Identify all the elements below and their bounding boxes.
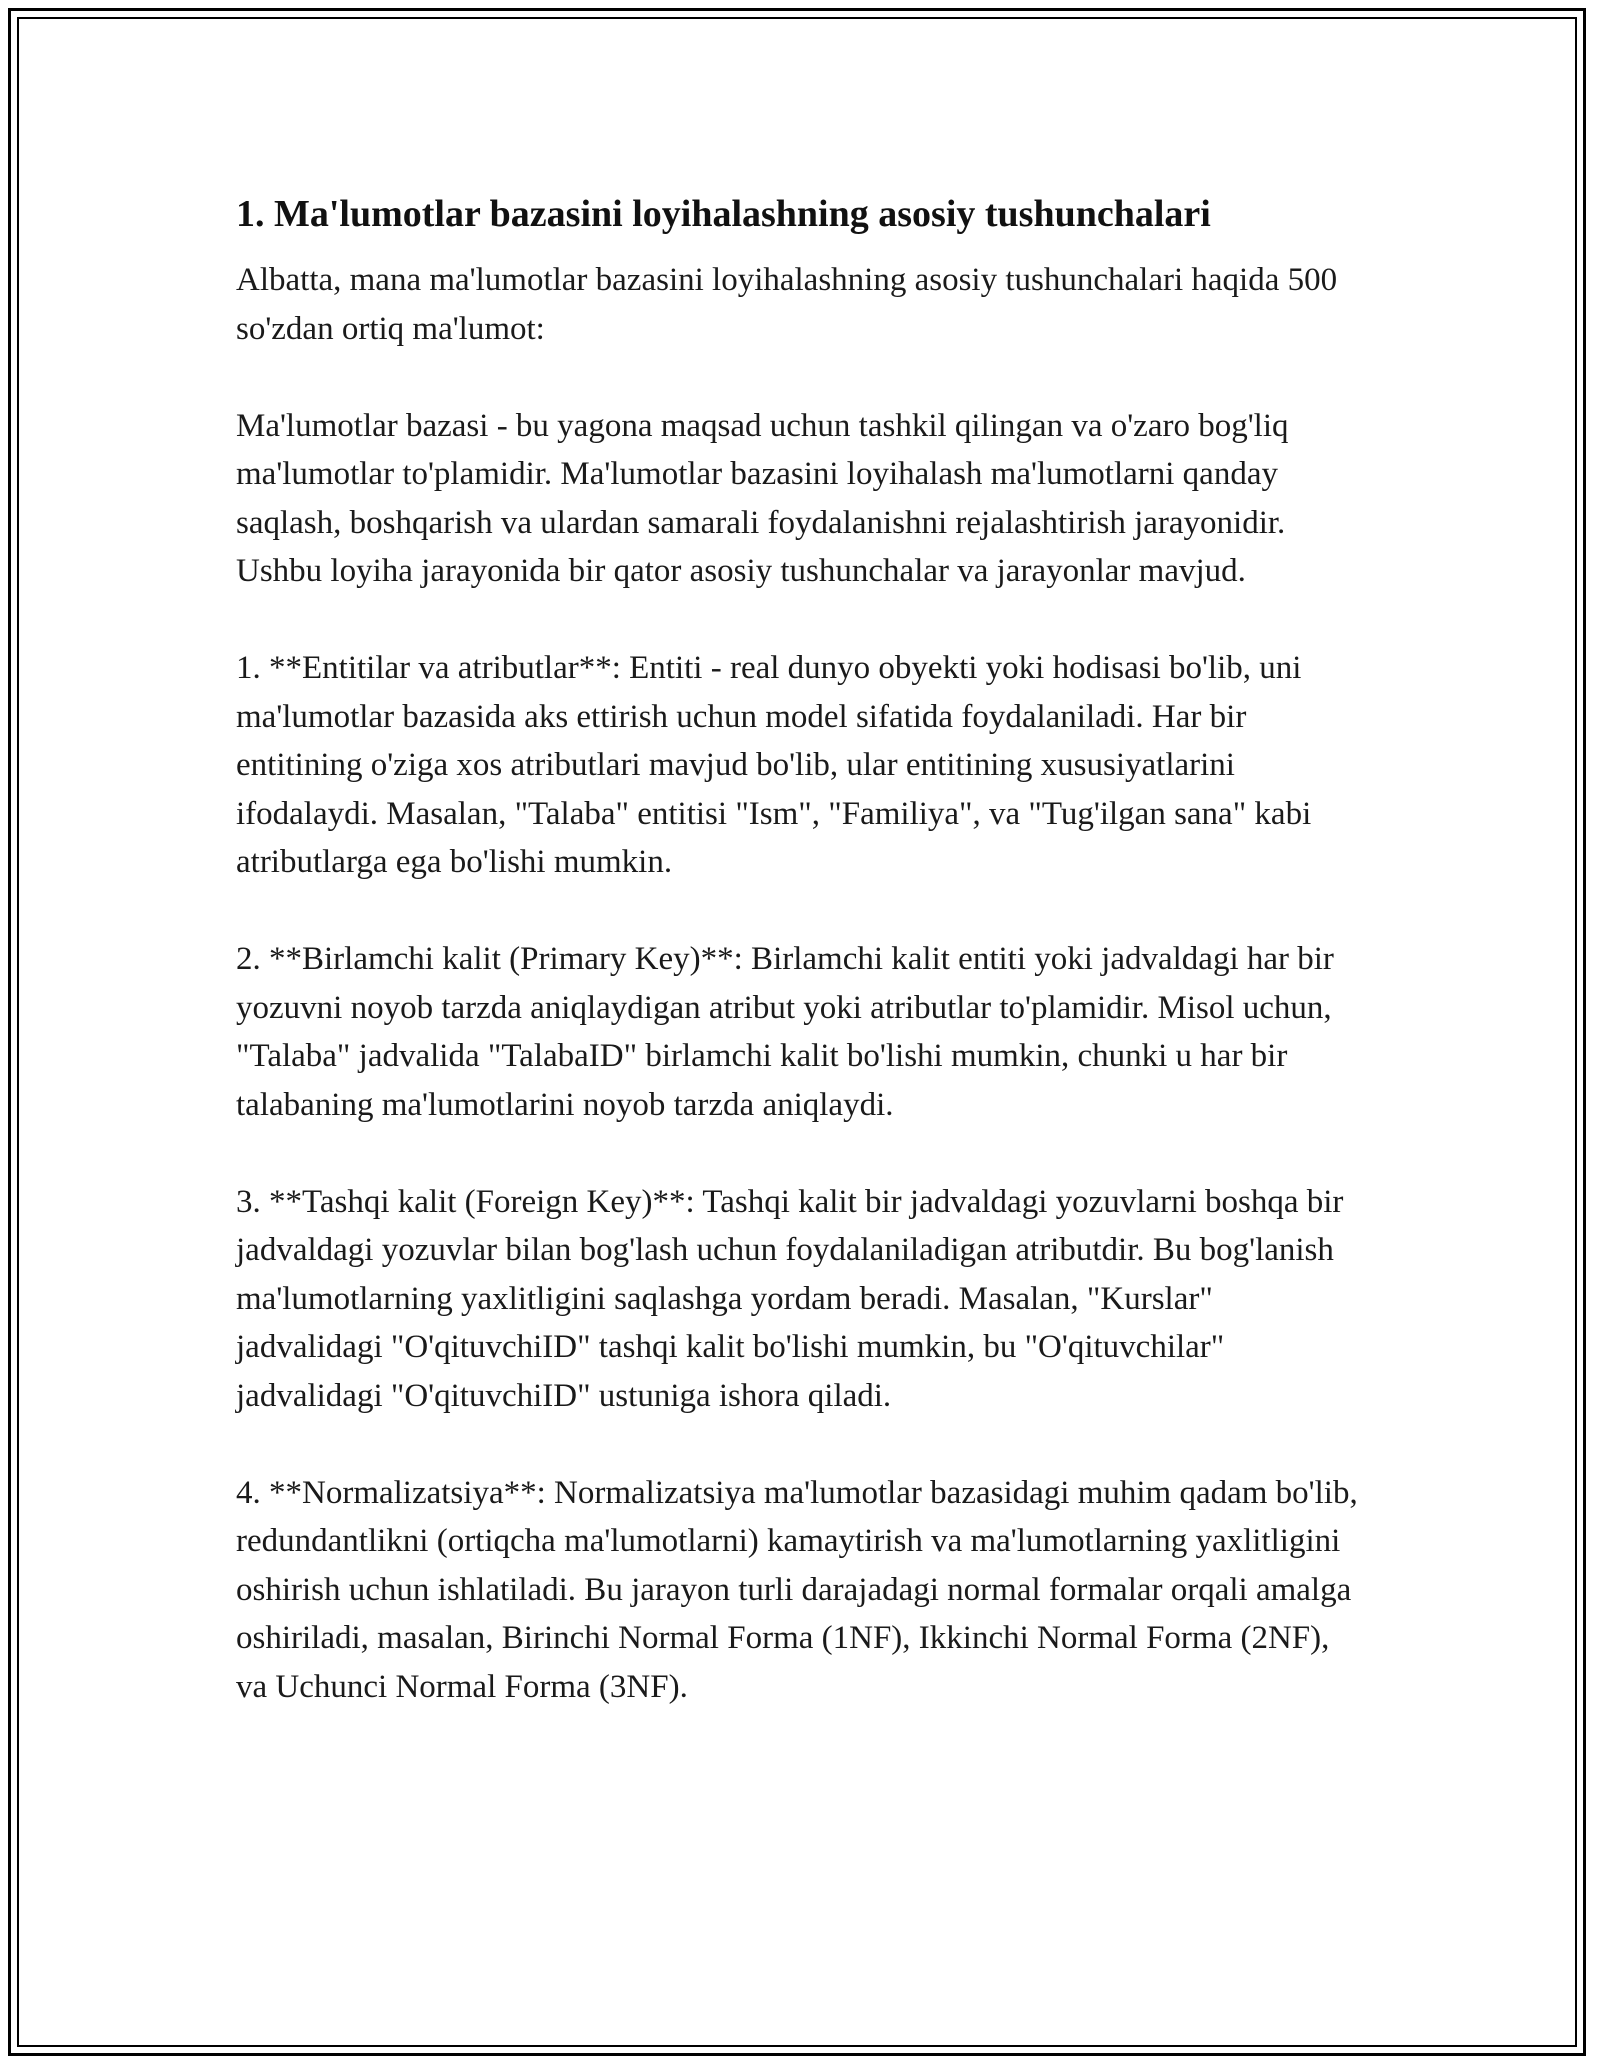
document-body bbox=[236, 184, 1366, 1760]
list-item-normalization: 4. **Normalizatsiya**: Normalizatsiya ma'lumotlar bazasidagi muhim qadam bo'lib, redundantlikni (ortiqcha ma'lumotlarni) kamaytirish va ma'lumotlarning yaxlitligini oshirish uchun ishlatiladi. Bu jarayon turli darajadagi normal formalar orqali amalga oshiriladi, masalan, Birinchi Normal Forma (1NF), Ikkinchi Normal Forma (2NF), va Uchunci Normal Forma (3NF). bbox=[236, 1474, 1358, 1705]
intro-paragraph: Albatta, mana ma'lumotlar bazasini loyihalashning asosiy tushunchalari haqida 500 so'zdan ortiq ma'lumot: bbox=[236, 262, 1338, 347]
list-item-entities: 1. **Entitilar va atributlar**: Entiti - real dunyo obyekti yoki hodisasi bo'lib, uni ma'lumotlar bazasida aks ettirish uchun model sifatida foydalaniladi. Har bir entitining o'ziga xos atributlari mavjud bo'lib, ular entitining xususiyatlarini ifodalaydi. Masalan, "Talaba" entitisi "Ism", "Familiya", va "Tug'ilgan sana" kabi atributlarga ega bo'lishi mumkin. bbox=[236, 650, 1312, 880]
list-item-foreign-key: 3. **Tashqi kalit (Foreign Key)**: Tashqi kalit bir jadvaldagi yozuvlarni boshqa bir jadvaldagi yozuvlar bilan bog'lash uchun foydalaniladigan atributdir. Bu bog'lanish ma'lumotlarning yaxlitligini saqlashga yordam beradi. Masalan, "Kurslar" jadvalidagi "O'qituvchiID" tashqi kalit bo'lishi mumkin, bu "O'qituvchilar" jadvalidagi "O'qituvchiID" ustuniga ishora qiladi. bbox=[236, 1183, 1344, 1414]
list-item-primary-key: 2. **Birlamchi kalit (Primary Key)**: Birlamchi kalit entiti yoki jadvaldagi har bir yozuvni noyob tarzda aniqlaydigan atribut yoki atributlar to'plamidir. Misol uchun, "Talaba" jadvalida "TalabaID" birlamchi kalit bo'lishi mumkin, chunki u har bir talabaning ma'lumotlarini noyob tarzda aniqlaydi. bbox=[236, 941, 1334, 1123]
document-title: 1. Ma'lumotlar bazasini loyihalashning asosiy tushunchalari bbox=[236, 193, 1211, 235]
definition-paragraph: Ma'lumotlar bazasi - bu yagona maqsad uchun tashkil qilingan va o'zaro bog'liq ma'lumotlar to'plamidir. Ma'lumotlar bazasini loyihalash ma'lumotlarni qanday saqlash, boshqarish va ulardan samarali foydalanishni rejalashtirish jarayonidir. Ushbu loyiha jarayonida bir qator asosiy tushunchalar va jarayonlar mavjud. bbox=[236, 407, 1289, 589]
